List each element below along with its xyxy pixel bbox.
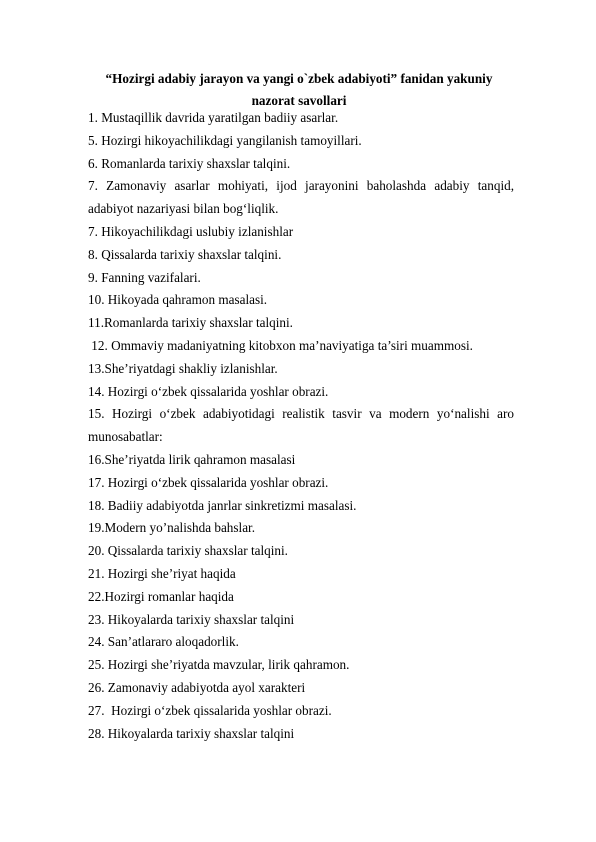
list-item: 23. Hikoyalarda tarixiy shaxslar talqini [88, 611, 295, 627]
list-item: 20. Qissalarda tarixiy shaxslar talqini. [88, 543, 288, 559]
document-title: “Hozirgi adabiy jarayon va yangi o`zbek adabiyoti” fanidan yakuniy nazorat savollari [105, 71, 493, 108]
list-item: 13.She’riyatdagi shakliy izlanishlar. [88, 360, 278, 376]
list-item: 26. Zamonaviy adabiyotda ayol xarakteri [88, 679, 306, 695]
list-item: 25. Hozirgi she’riyatda mavzular, lirik qahramon. [88, 657, 350, 673]
list-item: 15. Hozirgi o‘zbek adabiyotidagi realistik tasvir va modern yo‘nalishi aro munosabatlar: [88, 406, 514, 445]
list-item: 9. Fanning vazifalari. [88, 269, 201, 285]
list-item: 5. Hozirgi hikoyachilikdagi yangilanish tamoyillari. [88, 132, 362, 148]
list-item: 17. Hozirgi o‘zbek qissalarida yoshlar obrazi. [88, 474, 329, 490]
list-item: 18. Badiiy adabiyotda janrlar sinkretizmi masalasi. [88, 497, 357, 513]
list-item: 7. Zamonaviy asarlar mohiyati, ijod jarayonini baholashda adabiy tanqid, adabiyot nazariyasi bilan bog‘liqlik. [88, 178, 514, 217]
list-item: 10. Hikoyada qahramon masalasi. [88, 292, 268, 308]
list-item: 21. Hozirgi she’riyat haqida [88, 565, 236, 581]
list-item: 11.Romanlarda tarixiy shaxslar talqini. [88, 315, 293, 331]
list-item: 16.She’riyatda lirik qahramon masalasi [88, 451, 296, 467]
list-item: 27. Hozirgi o‘zbek qissalarida yoshlar obrazi. [88, 702, 332, 718]
list-item: 22.Hozirgi romanlar haqida [88, 588, 234, 604]
question-list [88, 107, 514, 745]
list-item: 6. Romanlarda tarixiy shaxslar talqini. [88, 155, 291, 171]
list-item: 24. San’atlararo aloqadorlik. [88, 634, 239, 650]
list-item: 14. Hozirgi o‘zbek qissalarida yoshlar obrazi. [88, 383, 329, 399]
list-item: 19.Modern yo’nalishda bahslar. [88, 520, 256, 536]
list-item: 28. Hikoyalarda tarixiy shaxslar talqini [88, 725, 295, 741]
list-item: 12. Ommaviy madaniyatning kitobxon ma’naviyatiga ta’siri muammosi. [88, 337, 473, 353]
list-item: 1. Mustaqillik davrida yaratilgan badiiy asarlar. [88, 110, 339, 125]
list-item: 8. Qissalarda tarixiy shaxslar talqini. [88, 246, 282, 262]
list-item: 7. Hikoyachilikdagi uslubiy izlanishlar [88, 223, 294, 239]
